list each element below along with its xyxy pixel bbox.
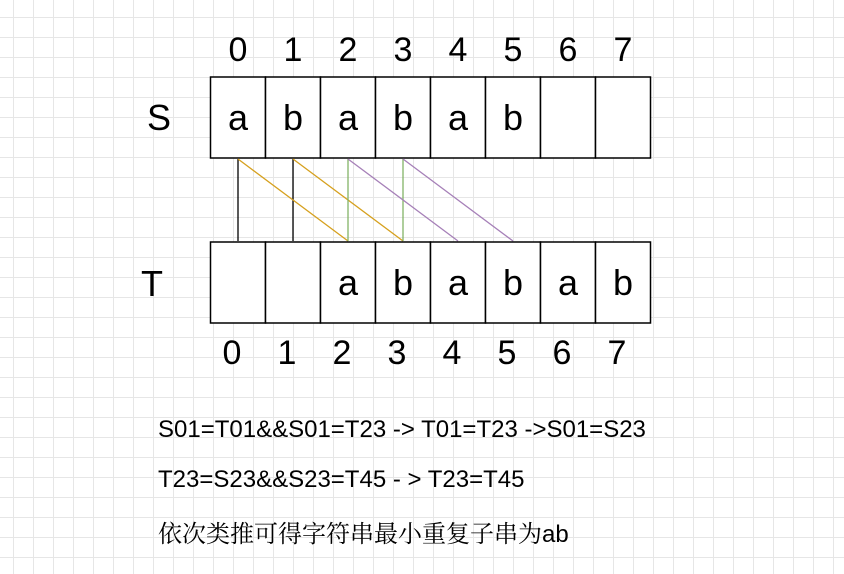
connector-purple xyxy=(403,159,513,241)
t-cell-char: b xyxy=(612,262,634,303)
top-index: 6 xyxy=(558,31,578,69)
bottom-index: 3 xyxy=(387,334,407,372)
t-row xyxy=(211,242,651,323)
connectors xyxy=(238,159,513,241)
s-cell-char: a xyxy=(227,97,249,138)
top-index: 2 xyxy=(338,31,358,69)
bottom-index: 1 xyxy=(277,334,297,372)
s-cell-char: b xyxy=(392,97,414,138)
t-cell-char: a xyxy=(557,262,579,303)
t-cell-char: b xyxy=(502,262,524,303)
bottom-index: 5 xyxy=(497,334,517,372)
t-cell xyxy=(211,242,266,323)
t-cell-char: a xyxy=(447,262,469,303)
note-line-2: T23=S23&&S23=T45 - > T23=T45 xyxy=(158,466,525,493)
s-cell-char: a xyxy=(337,97,359,138)
t-cell-char: a xyxy=(337,262,359,303)
bottom-index: 4 xyxy=(442,334,462,372)
top-index: 0 xyxy=(228,31,248,69)
note-line-1: S01=T01&&S01=T23 -> T01=T23 ->S01=S23 xyxy=(158,416,646,443)
bottom-index-row xyxy=(223,334,627,372)
top-index: 3 xyxy=(393,31,413,69)
bottom-index: 6 xyxy=(552,334,572,372)
t-cell xyxy=(266,242,321,323)
top-index: 7 xyxy=(613,31,633,69)
bottom-index: 2 xyxy=(332,334,352,372)
s-cell-char: b xyxy=(502,97,524,138)
bottom-index: 0 xyxy=(222,334,242,372)
top-index-row xyxy=(229,31,633,69)
s-row xyxy=(211,77,651,158)
s-cell xyxy=(596,77,651,158)
note-line-3: 依次类推可得字符串最小重复子串为ab xyxy=(158,521,569,548)
bottom-index: 7 xyxy=(607,334,627,372)
s-cell xyxy=(541,77,596,158)
top-index: 5 xyxy=(503,31,523,69)
s-cell-char: b xyxy=(282,97,304,138)
top-index: 4 xyxy=(448,31,468,69)
s-cell-char: a xyxy=(447,97,469,138)
top-index: 1 xyxy=(283,31,303,69)
t-row-label: T xyxy=(141,263,163,304)
t-cell-char: b xyxy=(392,262,414,303)
s-row-label: S xyxy=(146,97,172,138)
